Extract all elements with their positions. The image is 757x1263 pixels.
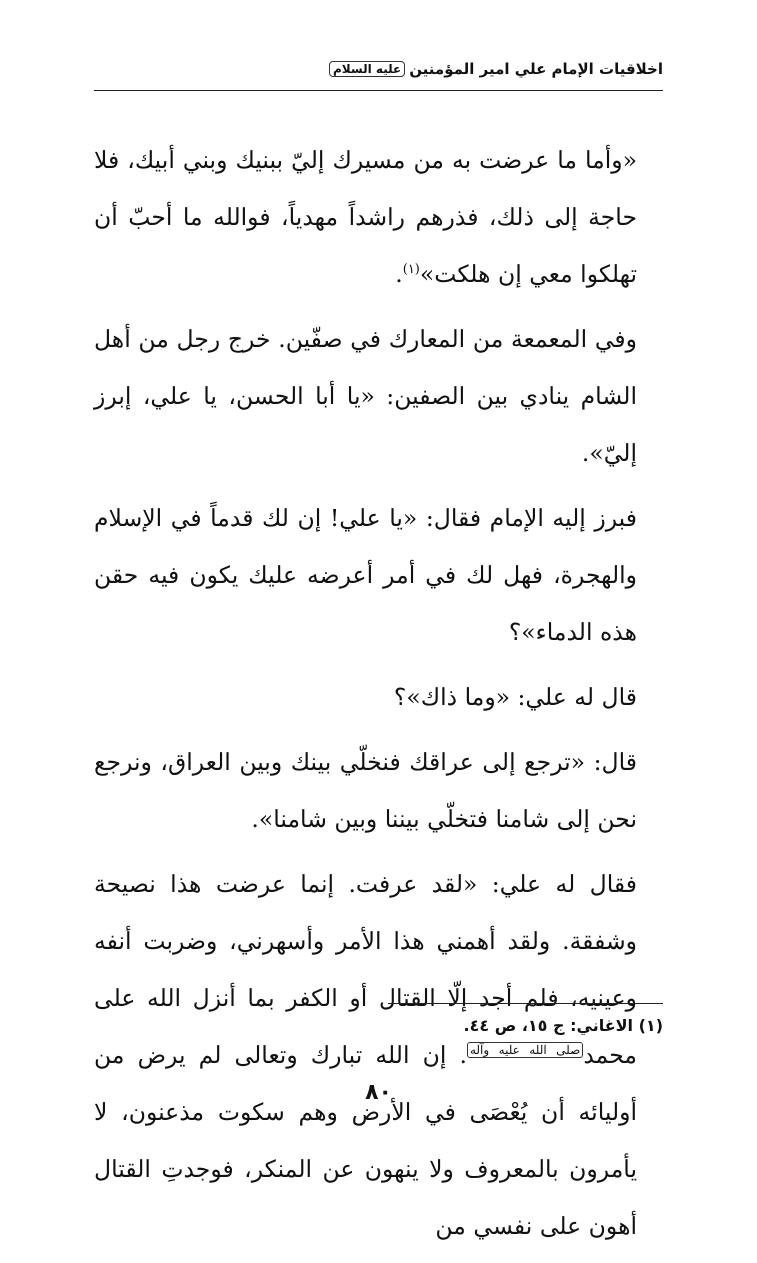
running-header: [103, 60, 663, 78]
footnote-reference: (١): [402, 262, 420, 278]
paragraph-3: فبرز إليه الإمام فقال: «يا علي! إن لك قدماً في الإسلام والهجرة، فهل لك في أمر أعرضه عليك يكون فيه حقن هذه الدماء»؟: [94, 504, 637, 646]
prophet-honorific-glyph: صلى الله عليه وآله: [467, 1042, 583, 1058]
paragraph-1: «وأما ما عرضت به من مسيرك إليّ ببنيك وبني أبيك، فلا حاجة إلى ذلك، فذرهم راشداً مهدياً، فوالله ما أحبّ أن تهلكوا معي إن هلكت»$^{(١)}$.: [94, 146, 637, 288]
paragraph-4: قال له علي: «وما ذاك»؟: [393, 683, 637, 711]
header-rule: [94, 90, 663, 91]
page-number: ٨٠: [365, 1080, 392, 1105]
footnote: (١) الاغاني: ج ١٥، ص ٤٤.: [463, 1016, 663, 1035]
honorific-glyph: عليه السلام: [329, 61, 405, 77]
paragraph-6: فقال له علي: «لقد عرفت. إنما عرضت هذا نصيحة وشفقة. ولقد أهمني هذا الأمر وأسهرني، وضربت أنفه وعينيه، فلم أجد إلّا القتال أو الكفر بما أنزل الله على محمد$^{صلى الله عليه وآله}$. إن الله تبارك وتعالى لم يرض من أوليائه أن يُعْصَى في الأرض وهم سكوت مذعنون، لا يأمرون بالمعروف ولا ينهون عن المنكر، فوجدتِ القتال أهون على نفسي من: [94, 870, 637, 1240]
paragraph-2: وفي المعمعة من المعارك في صفّين. خرج رجل من أهل الشام ينادي بين الصفين: «يا أبا الحسن، يا علي، إبرز إليّ».: [94, 325, 637, 467]
paragraph-5: قال: «ترجع إلى عراقك فنخلّي بينك وبين العراق، ونرجع نحن إلى شامنا فتخلّي بيننا وبين شامنا».: [94, 748, 637, 833]
header-title: اخلاقيات الإمام علي امير المؤمنين: [409, 60, 663, 78]
footnote-rule: [388, 1003, 663, 1004]
